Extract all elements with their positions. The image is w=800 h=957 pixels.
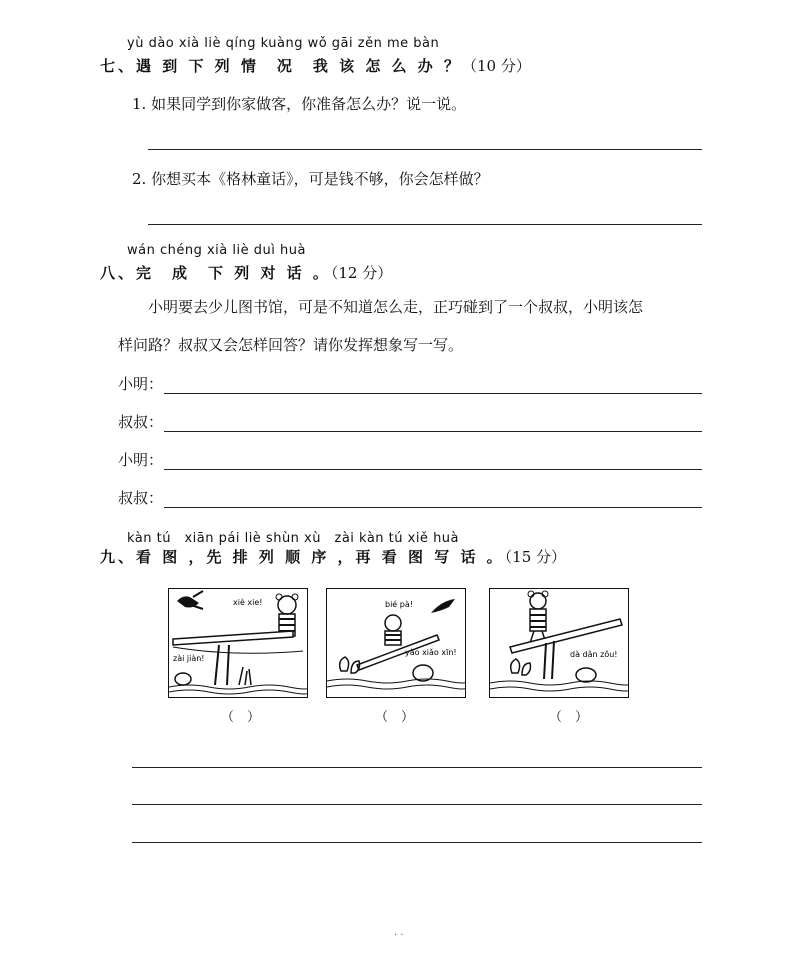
section8-prompt-line-1: 小明要去少儿图书馆，可是不知道怎么走，正巧碰到了一个叔叔，小明该怎	[148, 298, 644, 316]
dialogue-line-4[interactable]	[164, 507, 702, 508]
section7-question-1: 1. 如果同学到你家做客，你准备怎么办？说一说。	[132, 95, 467, 113]
speech-bubble-text: zài jiàn!	[173, 654, 205, 663]
section8-prompt-line-2: 样问路？叔叔又会怎样回答？请你发挥想象写一写。	[118, 336, 464, 354]
page-footer-dots: · ·	[394, 930, 404, 941]
section9-title	[100, 546, 566, 567]
section7-pinyin: yù dào xià liè qíng kuàng wǒ gāi zěn me bàn	[127, 36, 440, 51]
section8-score: （12 分）	[330, 264, 393, 282]
dialogue-label-shushu-2: 叔叔：	[118, 489, 164, 507]
section9-score: （15 分）	[504, 548, 567, 566]
writing-line-3[interactable]	[132, 842, 702, 843]
dialogue-line-2[interactable]	[164, 431, 702, 432]
bear-icon	[278, 596, 296, 614]
picture-panel-1	[168, 588, 308, 698]
dialogue-line-1[interactable]	[164, 393, 702, 394]
bear-icon	[385, 615, 401, 631]
section7-title-text: 七、遇 到 下 列 情 况 我 该 怎 么 办 ？	[100, 57, 463, 75]
speech-bubble-text: bié pà!	[385, 600, 413, 609]
writing-line-2[interactable]	[132, 804, 702, 805]
dialogue-label-xiaoming-2: 小明：	[118, 451, 164, 469]
order-blank-3[interactable]: （ ）	[549, 710, 589, 725]
order-blank-1[interactable]: （ ）	[221, 710, 261, 725]
section8-prompt	[118, 288, 698, 364]
section7-score: （10 分）	[462, 57, 531, 75]
answer-line-7-1[interactable]	[148, 149, 702, 150]
dialogue-label-shushu-1: 叔叔：	[118, 413, 164, 431]
speech-bubble-text: dà dǎn zǒu!	[570, 650, 618, 659]
section9-pinyin: kàn tú xiān pái liè shùn xù zài kàn tú xiě huà	[127, 531, 460, 546]
section8-pinyin: wán chéng xià liè duì huà	[127, 243, 306, 258]
speech-bubble-text: yào xiǎo xīn!	[405, 648, 457, 657]
section7-title	[100, 55, 531, 76]
dialogue-label-xiaoming-1: 小明：	[118, 375, 164, 393]
bear-icon	[530, 593, 546, 609]
picture-panel-3	[489, 588, 629, 698]
picture-panel-2	[326, 588, 466, 698]
speech-bubble-text: xiè xie!	[233, 598, 263, 607]
bird-icon	[431, 599, 455, 613]
order-blank-2[interactable]: （ ）	[375, 710, 415, 725]
dialogue-line-3[interactable]	[164, 469, 702, 470]
answer-line-7-2[interactable]	[148, 224, 702, 225]
writing-line-1[interactable]	[132, 767, 702, 768]
section9-title-text: 九、看 图 ，先 排 列 顺 序 ，再 看 图 写 话 。	[100, 548, 505, 566]
section7-question-2: 2. 你想买本《格林童话》，可是钱不够，你会怎样做？	[132, 170, 489, 188]
bear-bridge-illustration-1	[169, 589, 307, 697]
bear-bridge-illustration-3	[490, 589, 628, 697]
section8-title	[100, 262, 392, 283]
section8-title-text: 八、完 成 下 列 对 话 。	[100, 264, 331, 282]
bear-bridge-illustration-2	[327, 589, 465, 697]
